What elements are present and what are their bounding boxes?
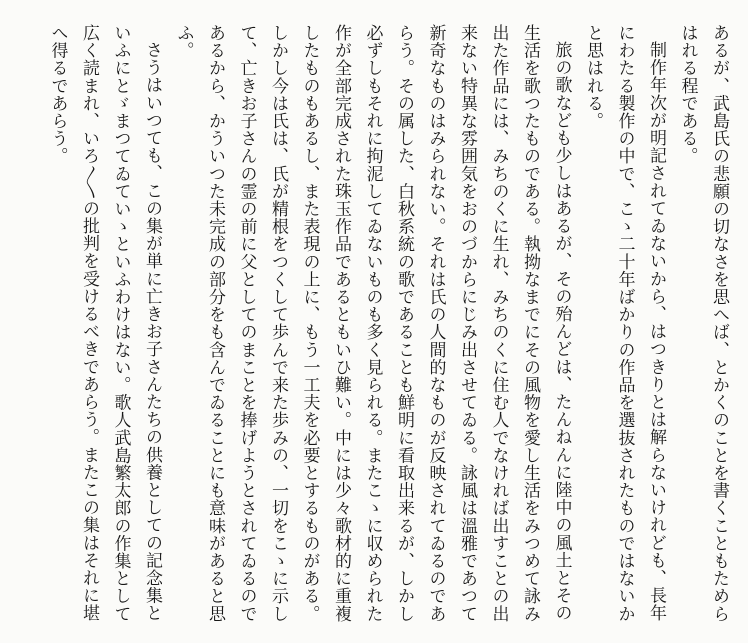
text-line: らう。その属した、白秋系統の歌であることも鮮明に看取出来るが、しかし (394, 24, 414, 623)
text-line: 来ない特異な雰囲気をおのづからにじみ出させてゐる。詠風は溫雅であつて (457, 24, 477, 623)
vertical-text-body (41, 24, 734, 624)
text-line: 制作年次が明記されてゐないから、はつきりとは解らないけれども、長年 (646, 41, 666, 622)
text-line: 新奇なものはみられない。それは氏の人間的なものが反映されてゐるのであ (425, 24, 446, 623)
text-line: あるから、かういつた未完成の部分をも含んでゐることにも意味があると思 (205, 24, 225, 623)
text-line: て、亡きお子さんの霊の前に父としてのまことを捧げようとされてゐるので (236, 24, 257, 623)
text-line: さうはいつても、この集が単に亡きお子さんたちの供養としての記念集と (142, 41, 162, 622)
text-line: 必ずしもそれに拘泥してゐないものも多く見られる。またこゝに収められた (362, 24, 383, 623)
text-line: 出た作品には、みちのくに生れ、みちのくに住む人でなければ出すことの出 (488, 24, 509, 623)
text-line: 生活を歌つたものである。執拗なまでにその風物を愛し生活をみつめて詠み (520, 24, 540, 623)
text-line: はれる程である。 (677, 24, 698, 165)
text-line: 広く読まれ、いろ〳〵の批判を受けるべきであらう。またこの集はそれに堪 (79, 24, 99, 622)
text-line: 作が全部完成された珠玉作品であるともいひ難い。中には少々歌材的に重複 (331, 24, 351, 623)
text-line: しかし今は氏は、氏が精根をつくして歩んで来た歩みの、一切をこゝに示し (268, 24, 288, 623)
text-line: 旅の歌なども少しはあるが、その殆んどは、たんねんに陸中の風土とその (551, 41, 572, 622)
text-line: あるが、武島氏の悲願の切なさを思へば、とかくのことを書くこともためら (709, 24, 729, 623)
text-line: と思はれる。 (583, 24, 603, 130)
text-line: したものもあるし、また表現の上に、もう一工夫を必要とするものがある。 (299, 24, 320, 623)
text-line: いふにとゞまつてゐていゝといふわけはない。歌人武島繁太郎の作集として (110, 24, 131, 623)
text-line: にわたる製作の中で、こゝ二十年ばかりの作品を選抜されたものではないか (614, 24, 635, 623)
text-line: ふ。 (173, 24, 194, 60)
text-line: へ得るであらう。 (47, 24, 68, 165)
